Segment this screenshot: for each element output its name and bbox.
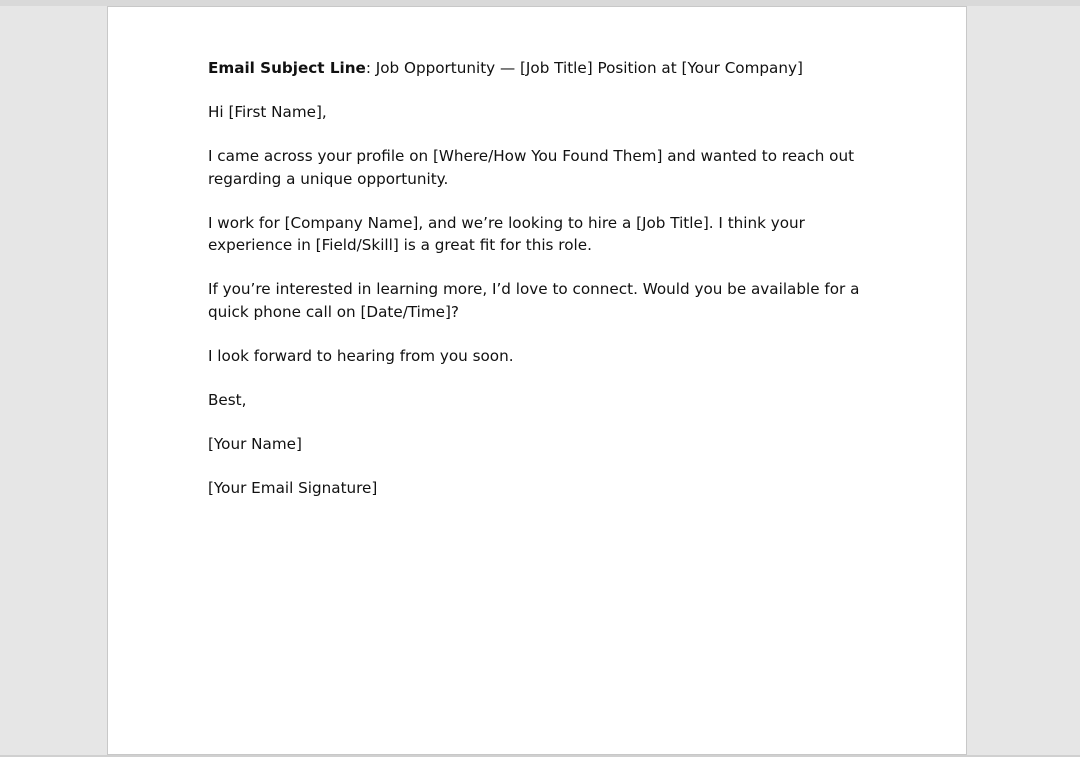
signature-block: [Your Email Signature] (208, 478, 378, 497)
paragraph-closing-line: I look forward to hearing from you soon. (208, 346, 514, 365)
document-body[interactable] (208, 57, 878, 521)
greeting: Hi [First Name], (208, 103, 327, 121)
paragraph-call: If you’re interested in learning more, I’d love to connect. Would you be available for a quick phone call on [Date/Time]? (208, 280, 860, 321)
paragraph-role: I work for [Company Name], and we’re looking to hire a [Job Title]. I think your experience in [Field/Skill] is a great fit for this role. (208, 213, 805, 254)
subject-separator: : (365, 59, 376, 77)
subject-text: Job Opportunity — [Job Title] Position at [Your Company] (375, 59, 803, 77)
document-page[interactable] (107, 6, 967, 755)
closing: Best, (208, 390, 247, 409)
subject-label: Email Subject Line (208, 59, 366, 77)
signature-name: [Your Name] (208, 434, 302, 453)
paragraph-intro: I came across your profile on [Where/How You Found Them] and wanted to reach out regarding a unique opportunity. (208, 147, 855, 188)
subject-line (208, 57, 878, 80)
